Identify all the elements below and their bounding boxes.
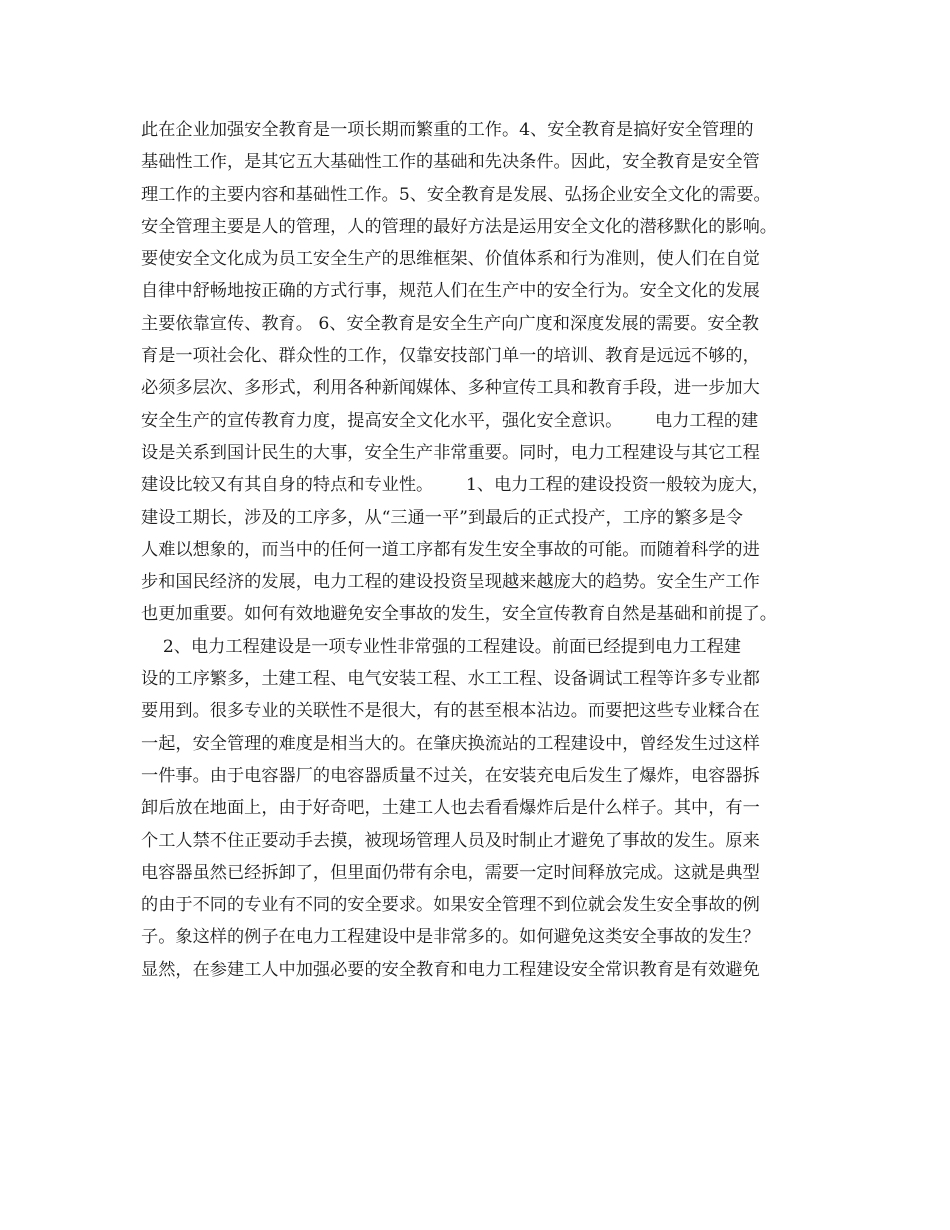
text-line: 主要依靠宣传、教育。 6、安全教育是安全生产向广度和深度发展的需要。安全教: [141, 313, 759, 334]
text-line: 人难以想象的，而当中的任何一道工序都有发生安全事故的可能。而随着科学的进: [141, 539, 760, 560]
text-line: 电容器虽然已经拆卸了，但里面仍带有余电，需要一定时间释放完成。这就是典型: [141, 862, 760, 883]
text-line: 也更加重要。如何有效地避免安全事故的发生，安全宣传教育自然是基础和前提了。: [141, 604, 777, 625]
text-line: 卸后放在地面上，由于好奇吧，土建工人也去看看爆炸后是什么样子。其中，有一: [141, 798, 760, 819]
text-line: 个工人禁不住正要动手去摸，被现场管理人员及时制止才避免了事故的发生。原来: [141, 830, 760, 851]
text-line: 育是一项社会化、群众性的工作，仅靠安技部门单一的培训、教育是远远不够的，: [141, 346, 760, 367]
text-line: 安全管理主要是人的管理，人的管理的最好方法是运用安全文化的潜移默化的影响。: [141, 216, 777, 237]
text-line: 安全生产的宣传教育力度，提高安全文化水平，强化安全意识。 电力工程的建: [141, 410, 759, 431]
text-line: 一件事。由于电容器厂的电容器质量不过关，在安装充电后发生了爆炸，电容器拆: [141, 765, 760, 786]
text-line: 自律中舒畅地按正确的方式行事，规范人们在生产中的安全行为。安全文化的发展: [141, 281, 760, 302]
text-line: 要用到。很多专业的关联性不是很大，有的甚至根本沾边。而要把这些专业糅合在: [141, 701, 760, 722]
text-line: 设是关系到国计民生的大事，安全生产非常重要。同时，电力工程建设与其它工程: [141, 442, 760, 463]
text-line: 建设工期长，涉及的工序多，从“三通一平”到最后的正式投产，工序的繁多是令: [141, 507, 743, 528]
text-line: 2、电力工程建设是一项专业性非常强的工程建设。前面已经提到电力工程建: [141, 636, 741, 657]
text-line: 理工作的主要内容和基础性工作。5、安全教育是发展、弘扬企业安全文化的需要。: [141, 184, 771, 205]
body-text: [141, 114, 831, 986]
text-line: 的由于不同的专业有不同的安全要求。如果安全管理不到位就会发生安全事故的例: [141, 895, 760, 916]
text-line: 建设比较又有其自身的特点和专业性。 1、电力工程的建设投资一般较为庞大，: [141, 475, 770, 496]
text-line: 步和国民经济的发展，电力工程的建设投资呈现越来越庞大的趋势。安全生产工作: [141, 572, 760, 593]
text-line: 必须多层次、多形式，利用各种新闻媒体、多种宣传工具和教育手段，进一步加大: [141, 378, 760, 399]
text-line: 基础性工作，是其它五大基础性工作的基础和先决条件。因此，安全教育是安全管: [141, 152, 760, 173]
text-line: 子。象这样的例子在电力工程建设中是非常多的。如何避免这类安全事故的发生？: [141, 927, 760, 948]
text-line: 此在企业加强安全教育是一项长期而繁重的工作。4、安全教育是搞好安全管理的: [141, 120, 754, 140]
text-line: 设的工序繁多，土建工程、电气安装工程、水工工程、设备调试工程等许多专业都: [141, 669, 760, 690]
text-line: 显然，在参建工人中加强必要的安全教育和电力工程建设安全常识教育是有效避免: [141, 959, 760, 980]
text-line: 一起，安全管理的难度是相当大的。在肇庆换流站的工程建设中，曾经发生过这样: [141, 733, 760, 754]
text-line: 要使安全文化成为员工安全生产的思维框架、价值体系和行为准则，使人们在自觉: [141, 249, 760, 270]
